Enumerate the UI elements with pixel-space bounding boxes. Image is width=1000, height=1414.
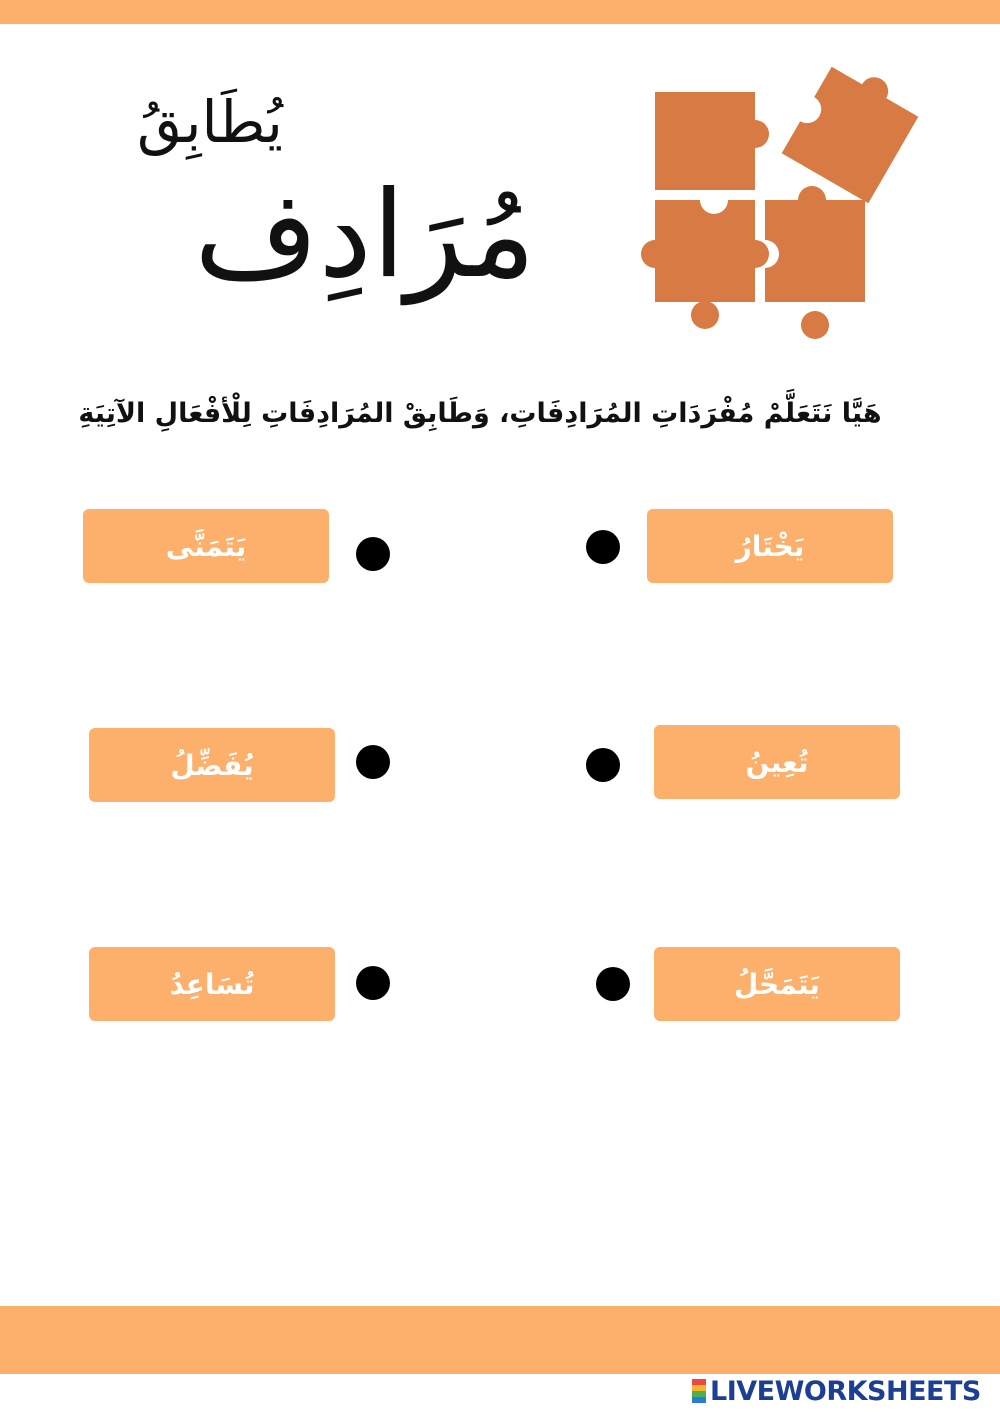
worksheet-title: مُرَادِف [194,166,536,305]
left-word-box-1[interactable] [83,509,329,583]
left-word-label: يَتَمَنَّى [165,529,247,563]
left-word-box-3[interactable] [89,947,335,1021]
top-accent-band [0,0,1000,24]
left-word-box-2[interactable] [89,728,335,802]
left-match-dot-1[interactable] [356,537,390,571]
logo-text: LIVEWORKSHEETS [710,1375,981,1407]
liveworksheets-logo-icon [692,1379,706,1403]
right-match-dot-2[interactable] [586,748,620,782]
bottom-accent-band [0,1306,1000,1374]
right-word-box-3[interactable] [654,947,900,1021]
left-match-dot-2[interactable] [356,745,390,779]
puzzle-pieces-icon [620,40,920,340]
worksheet-subtitle: يُطَابِقُ [137,88,283,156]
left-match-dot-3[interactable] [356,966,390,1000]
right-word-box-1[interactable] [647,509,893,583]
right-match-dot-3[interactable] [596,967,630,1001]
right-match-dot-1[interactable] [586,530,620,564]
right-word-box-2[interactable] [654,725,900,799]
liveworksheets-logo[interactable] [692,1374,981,1408]
right-word-label: يَخْتَارُ [735,529,805,563]
left-word-label: تُسَاعِدُ [169,967,255,1001]
right-word-label: تُعِينُ [745,745,809,779]
right-word-label: يَتَمَحَّلُ [734,967,820,1001]
left-word-label: يُفَضِّلُ [170,748,254,782]
instruction-text: هَيَّا نَتَعَلَّمْ مُفْرَدَاتِ المُرَادِفَاتِ، وَطَابِقْ المُرَادِفَاتِ لِلْأفْعَالِ الآتِيَةِ [78,398,882,429]
